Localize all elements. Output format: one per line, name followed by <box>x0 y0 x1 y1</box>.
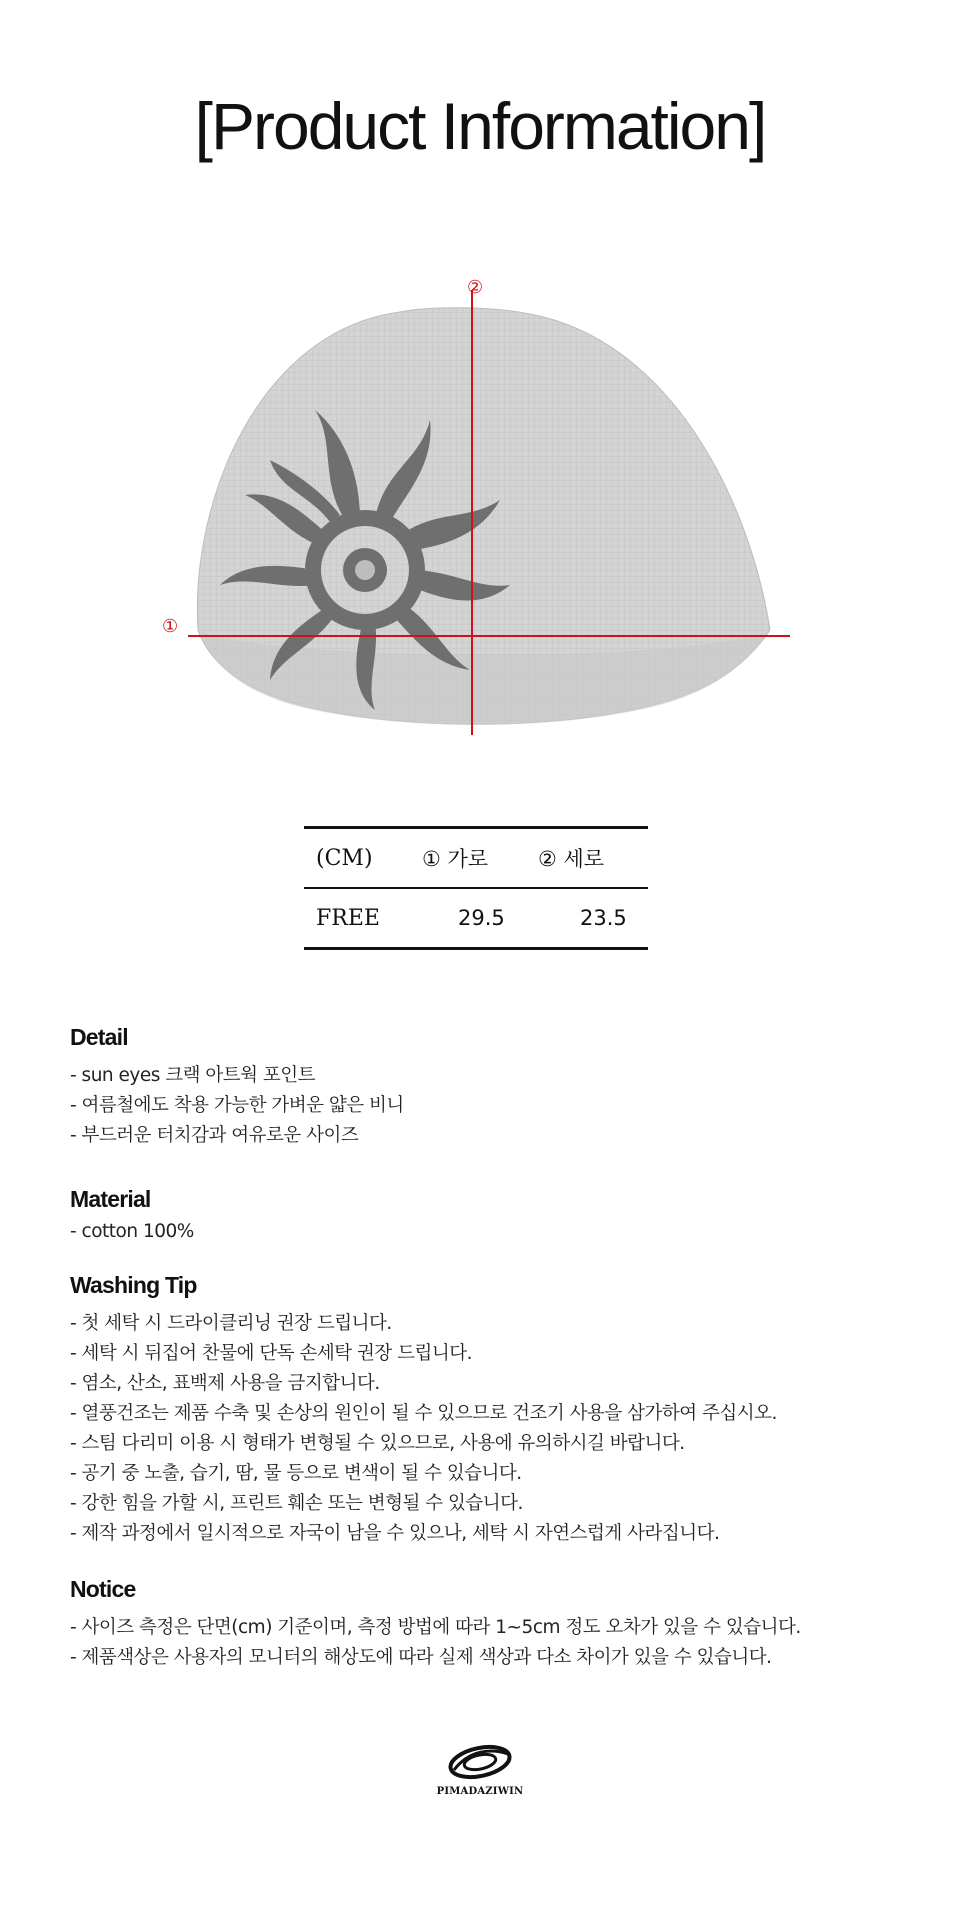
brand-logo-icon <box>444 1740 516 1784</box>
list-item: - cotton 100% <box>70 1221 194 1242</box>
marker-1: ① <box>162 616 179 637</box>
hat-diagram <box>150 270 790 740</box>
size-table-header-width: ① 가로 <box>422 828 538 889</box>
size-table-unit: (CM) <box>304 828 422 889</box>
washing-list <box>70 1309 930 1549</box>
list-item: - 첫 세탁 시 드라이클리닝 권장 드립니다. <box>70 1313 392 1334</box>
detail-heading: Detail <box>70 1024 128 1050</box>
list-item: - 사이즈 측정은 단면(cm) 기준이며, 측정 방법에 따라 1~5cm 정도 오차가 있을 수 있습니다. <box>70 1617 801 1638</box>
brand-logo-text: PIMADAZIWIN <box>436 1786 524 1797</box>
list-item: - 염소, 산소, 표백제 사용을 금지합니다. <box>70 1373 380 1394</box>
size-table-header <box>304 828 648 889</box>
list-item: - 제작 과정에서 일시적으로 자국이 남을 수 있으나, 세탁 시 자연스럽게 사라집니다. <box>70 1523 720 1544</box>
list-item: - 여름철에도 착용 가능한 가벼운 얇은 비니 <box>70 1095 404 1116</box>
brand-logo <box>430 1740 530 1797</box>
list-item: - 제품색상은 사용자의 모니터의 해상도에 따라 실제 색상과 다소 차이가 있을 수 있습니다. <box>70 1647 772 1668</box>
list-item: - 강한 힘을 가할 시, 프린트 훼손 또는 변형될 수 있습니다. <box>70 1493 523 1514</box>
title-text: Product Information <box>211 89 749 163</box>
list-item: - 열풍건조는 제품 수축 및 손상의 원인이 될 수 있으므로 건조기 사용을 삼가하여 주십시오. <box>70 1403 777 1424</box>
material-heading: Material <box>70 1186 151 1212</box>
notice-section <box>70 1576 930 1673</box>
size-height-value: 23.5 <box>538 888 648 949</box>
washing-section <box>70 1272 930 1549</box>
list-item: - 세탁 시 뒤집어 찬물에 단독 손세탁 권장 드립니다. <box>70 1343 473 1364</box>
title-bracket-close: ] <box>748 89 766 163</box>
material-list <box>70 1217 930 1247</box>
size-table-header-height: ② 세로 <box>538 828 648 889</box>
size-width-value: 29.5 <box>422 888 538 949</box>
page-title <box>0 88 960 164</box>
title-bracket-open: [ <box>194 89 212 163</box>
detail-section <box>70 1024 930 1151</box>
notice-heading: Notice <box>70 1576 136 1602</box>
marker-2: ② <box>467 277 484 298</box>
list-item: - 공기 중 노출, 습기, 땀, 물 등으로 변색이 될 수 있습니다. <box>70 1463 522 1484</box>
size-label: FREE <box>304 888 422 949</box>
hat-illustration <box>150 270 790 740</box>
list-item: - 부드러운 터치감과 여유로운 사이즈 <box>70 1125 359 1146</box>
table-row <box>304 888 648 949</box>
list-item: - 스팀 다리미 이용 시 형태가 변형될 수 있으므로, 사용에 유의하시길 바랍니다. <box>70 1433 685 1454</box>
washing-heading: Washing Tip <box>70 1272 197 1298</box>
detail-list <box>70 1061 930 1151</box>
material-section <box>70 1186 930 1247</box>
list-item: - sun eyes 크랙 아트웍 포인트 <box>70 1065 315 1086</box>
notice-list <box>70 1613 930 1673</box>
size-table <box>304 826 648 950</box>
